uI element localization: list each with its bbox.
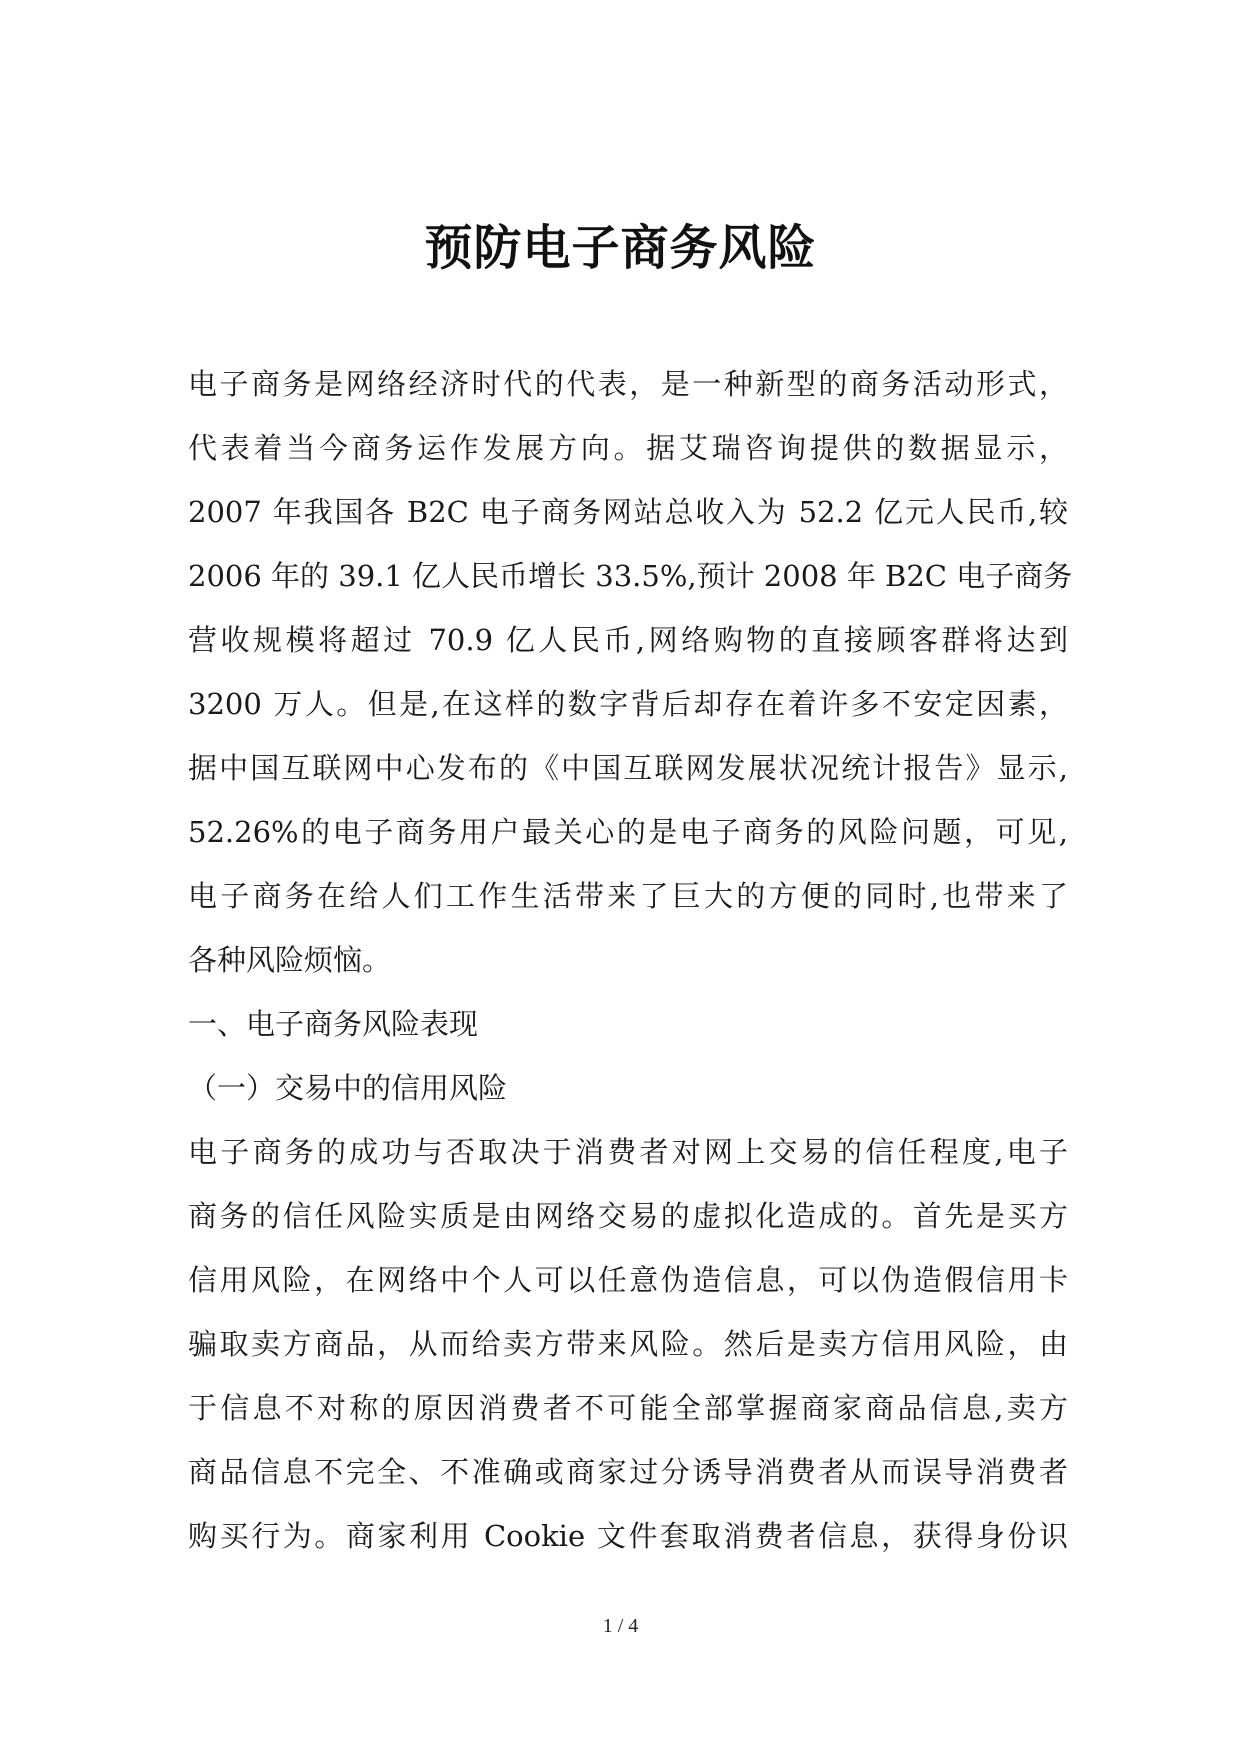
text-line: 电子商务是网络经济时代的代表，是一种新型的商务活动形式， [188, 367, 1068, 401]
text-line: 于信息不对称的原因消费者不可能全部掌握商家商品信息,卖方 [188, 1391, 1068, 1425]
text-line: 购买行为。商家利用 Cookie 文件套取消费者信息，获得身份识 [188, 1519, 1068, 1553]
text-line: 52.26%的电子商务用户最关心的是电子商务的风险问题，可见, [188, 815, 1068, 849]
text-line: 信用风险，在网络中个人可以任意伪造信息，可以伪造假信用卡 [188, 1263, 1068, 1297]
text-line: 商品信息不完全、不准确或商家过分诱导消费者从而误导消费者 [188, 1455, 1068, 1489]
page-number: 1 / 4 [602, 1615, 639, 1637]
text-line: 3200 万人。但是,在这样的数字背后却存在着许多不安定因素， [188, 687, 1068, 721]
text-line: 商务的信任风险实质是由网络交易的虚拟化造成的。首先是买方 [188, 1199, 1068, 1233]
text-line: 2006 年的 39.1 亿人民币增长 33.5%,预计 2008 年 B2C 电子商务 [188, 559, 1073, 593]
text-line: 电子商务的成功与否取决于消费者对网上交易的信任程度,电子 [188, 1135, 1068, 1169]
text-line: 据中国互联网中心发布的《中国互联网发展状况统计报告》显示, [188, 751, 1068, 785]
text-line: 骗取卖方商品，从而给卖方带来风险。然后是卖方信用风险，由 [188, 1327, 1068, 1361]
document-title: 预防电子商务风险 [424, 220, 817, 276]
text-line: 电子商务在给人们工作生活带来了巨大的方便的同时,也带来了 [188, 879, 1068, 913]
subsection-heading: （一）交易中的信用风险 [188, 1071, 508, 1105]
section-heading: 一、电子商务风险表现 [188, 1007, 479, 1041]
text-line: 代表着当今商务运作发展方向。据艾瑞咨询提供的数据显示， [188, 431, 1068, 465]
document-body [188, 352, 1073, 1568]
text-line: 营收规模将超过 70.9 亿人民币,网络购物的直接顾客群将达到 [188, 623, 1068, 657]
text-line: 各种风险烦恼。 [188, 943, 392, 977]
text-line: 2007 年我国各 B2C 电子商务网站总收入为 52.2 亿元人民币,较 [188, 495, 1068, 529]
